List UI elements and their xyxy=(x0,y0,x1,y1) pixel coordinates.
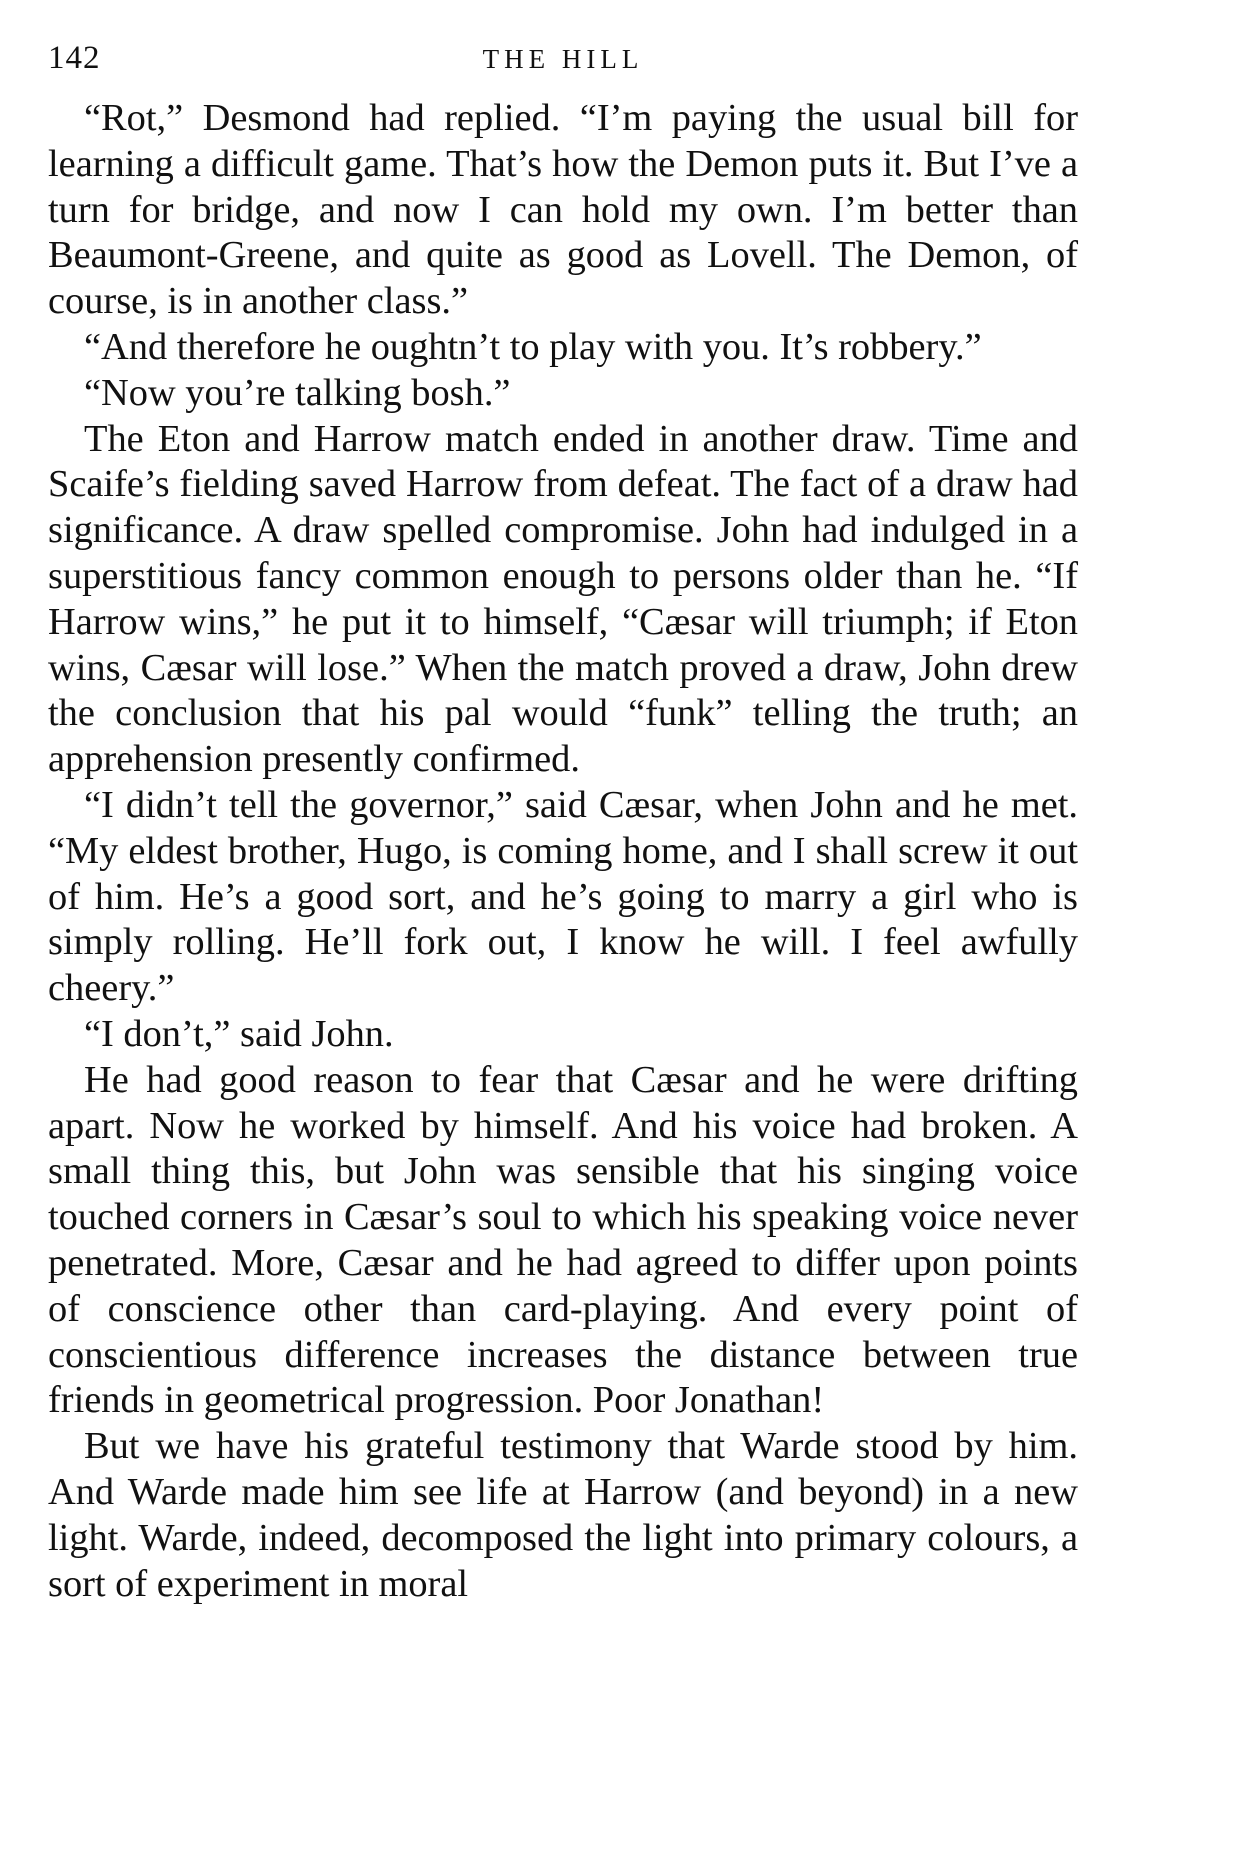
paragraph: “I didn’t tell the governor,” said Cæsar, when John and he met. “My eldest brother, Hugo, is coming home, and I shall screw it out of him. He’s a good sort, and he’s going to marry a girl who is simply rolling. He’ll fork out, I know he will. I feel awfully cheery.” xyxy=(48,783,1078,1010)
page-header xyxy=(48,40,1078,96)
paragraph: But we have his grateful testimony that Warde stood by him. And Warde made him see life at Harrow (and beyond) in a new light. Warde, indeed, decomposed the light into primary colours, a sort of experiment in moral xyxy=(48,1425,1078,1605)
paragraph: “Now you’re talking bosh.” xyxy=(84,371,511,414)
paragraph: “And therefore he oughtn’t to play with you. It’s robbery.” xyxy=(84,325,982,368)
running-head: THE HILL xyxy=(482,44,644,74)
paragraph: “Rot,” Desmond had replied. “I’m paying the usual bill for learning a difficult game. That’s how the Demon puts it. But I’ve a turn for bridge, and now I can hold my own. I’m better than Beaumont-Greene, and quite as good as Lovell. The Demon, of course, is in another class.” xyxy=(48,97,1078,323)
paragraph: The Eton and Harrow match ended in another draw. Time and Scaife’s fielding saved Harrow from defeat. The fact of a draw had significance. A draw spelled compromise. John had indulged in a superstitious fancy common enough to persons older than he. “If Harrow wins,” he put it to himself, “Cæsar will triumph; if Eton wins, Cæsar will lose.” When the match proved a draw, John drew the conclusion that his pal would “funk” telling the truth; an apprehension presently confirmed. xyxy=(48,417,1078,781)
body-text xyxy=(48,96,1078,1607)
paragraph: He had good reason to fear that Cæsar and he were drifting apart. Now he worked by himself. And his voice had broken. A small thing this, but John was sensible that his singing voice touched corners in Cæsar’s soul to which his speaking voice never penetrated. More, Cæsar and he had agreed to differ upon points of conscience other than card-playing. And every point of conscientious difference increases the distance between true friends in geometrical progression. Poor Jonathan! xyxy=(48,1058,1078,1422)
paragraph: “I don’t,” said John. xyxy=(84,1012,394,1055)
page-number: 142 xyxy=(48,40,101,76)
book-page xyxy=(48,40,1078,1607)
